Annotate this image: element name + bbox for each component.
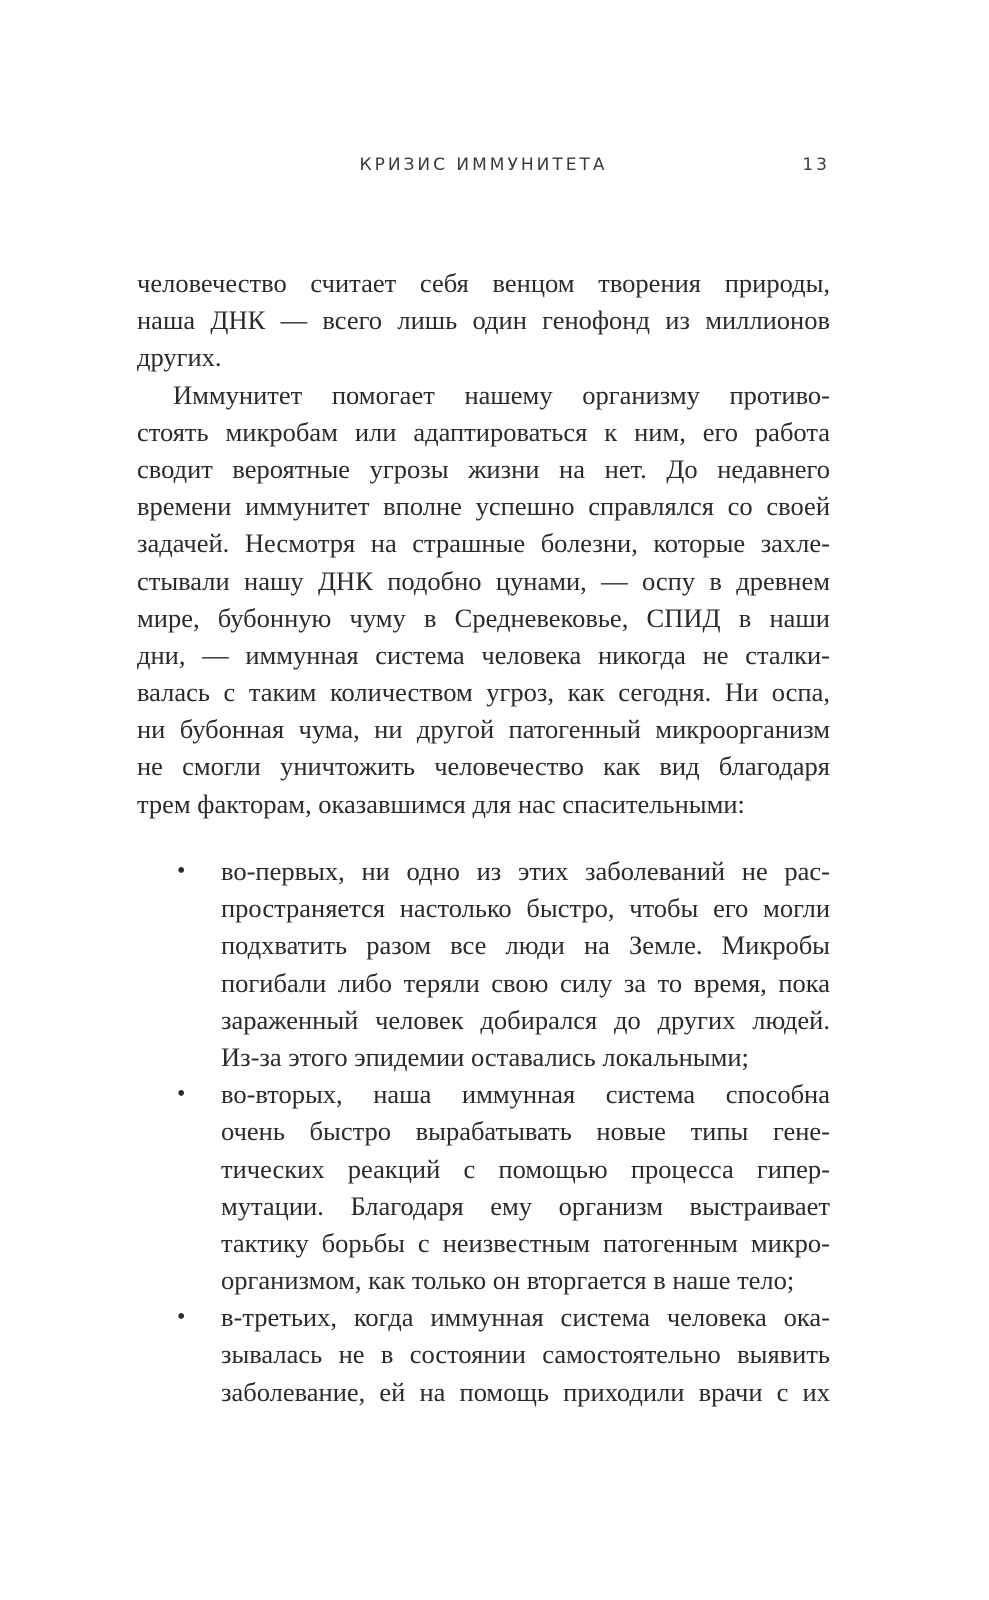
text-line: не смогли уничтожить человечество как вид благодаря bbox=[137, 751, 830, 782]
text-line: сводит вероятные угрозы жизни на нет. До недавнего bbox=[137, 453, 830, 484]
body-text bbox=[137, 265, 830, 823]
running-title: КРИЗИС ИММУНИТЕТА bbox=[359, 155, 608, 175]
text-line: человечество считает себя венцом творения природы, bbox=[137, 268, 830, 298]
text-line: мире, бубонную чуму в Средневековье, СПИД в наши bbox=[137, 602, 830, 633]
text-line: мутации. Благодаря ему организм выстраивает bbox=[221, 1190, 830, 1221]
text-line: заболевание, ей на помощь приходили врачи с их bbox=[221, 1376, 830, 1407]
text-line: Из-за этого эпидемии оставались локальными; bbox=[221, 1041, 749, 1072]
text-line: времени иммунитет вполне успешно справлялся со своей bbox=[137, 491, 830, 522]
text-line: трем факторам, оказавшимся для нас спасительными: bbox=[137, 788, 745, 819]
text-line: ни бубонная чума, ни другой патогенный микроорганизм bbox=[137, 714, 830, 745]
text-line: очень быстро вырабатывать новые типы гене- bbox=[221, 1116, 830, 1147]
paragraph bbox=[137, 265, 830, 377]
text-line: организмом, как только он вторгается в наше тело; bbox=[221, 1265, 795, 1296]
text-line: зараженный человек добирался до других людей. bbox=[221, 1004, 830, 1035]
text-line: пространяется настолько быстро, чтобы его могли bbox=[221, 893, 830, 924]
text-line: других. bbox=[137, 342, 222, 373]
bullet-marker: • bbox=[177, 1081, 186, 1108]
text-line: валась с таким количеством угроз, как сегодня. Ни оспа, bbox=[137, 677, 830, 708]
bullet-list bbox=[137, 853, 830, 1411]
list-item bbox=[137, 1076, 830, 1299]
text-line: стывали нашу ДНК подобно цунами, — оспу в древнем bbox=[137, 565, 830, 596]
text-line: зывалась не в состоянии самостоятельно выявить bbox=[221, 1339, 830, 1370]
list-item bbox=[137, 1299, 830, 1411]
text-line: тических реакций с помощью процесса гипер- bbox=[221, 1153, 830, 1184]
text-line: подхватить разом все люди на Земле. Микробы bbox=[221, 930, 830, 961]
running-head bbox=[137, 150, 830, 180]
text-line: стоять микробам или адаптироваться к ним, его работа bbox=[137, 416, 830, 447]
page-number: 13 bbox=[802, 155, 830, 175]
text-line: Иммунитет помогает нашему организму противо- bbox=[173, 379, 830, 410]
text-line: задачей. Несмотря на страшные болезни, которые захле- bbox=[137, 528, 830, 559]
text-line: наша ДНК — всего лишь один генофонд из миллионов bbox=[137, 305, 830, 336]
bullet-marker: • bbox=[177, 858, 186, 884]
text-line: во-первых, ни одно из этих заболеваний не рас- bbox=[221, 856, 830, 886]
text-line: в-третьих, когда иммунная система человека ока- bbox=[221, 1302, 830, 1333]
text-line: тактику борьбы с неизвестным патогенным микро- bbox=[221, 1227, 830, 1258]
text-line: погибали либо теряли свою силу за то время, пока bbox=[221, 967, 830, 998]
paragraph bbox=[137, 377, 830, 823]
text-line: дни, — иммунная система человека никогда не сталки- bbox=[137, 639, 830, 670]
list-item bbox=[137, 853, 830, 1076]
bullet-marker: • bbox=[177, 1304, 186, 1331]
text-line: во-вторых, наша иммунная система способна bbox=[221, 1079, 830, 1110]
